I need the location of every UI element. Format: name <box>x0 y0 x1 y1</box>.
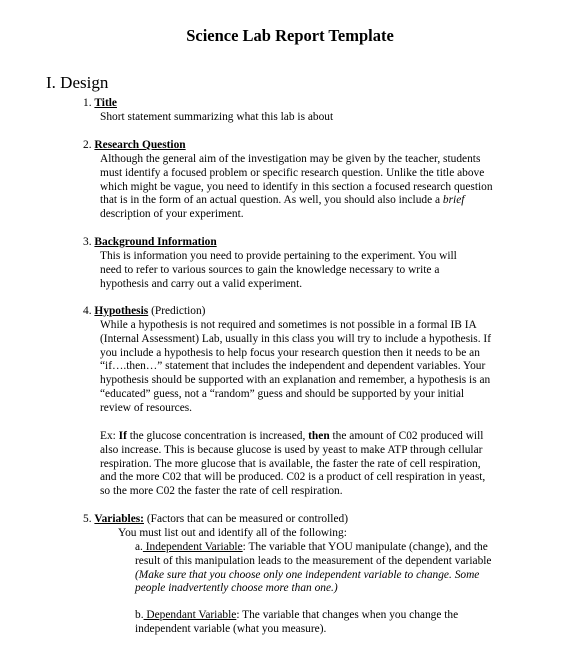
example-line: and the more C02 that will be produced. C02 is a product of cell respiration in yeast, <box>100 471 486 484</box>
subitem-a-line: result of this manipulation leads to the measurement of the dependent variable <box>135 554 492 567</box>
item-2-heading: Research Question <box>94 139 186 151</box>
item-2-heading-row <box>83 139 186 153</box>
example-line: so the more C02 the faster the rate of cell respiration. <box>100 485 343 498</box>
item-2-line-with-italic <box>100 194 493 208</box>
item-2-line: Although the general aim of the investigation may be given by the teacher, students <box>100 153 481 165</box>
item-1-body <box>100 111 333 125</box>
item-4-line: While a hypothesis is not required and sometimes is not possible in a formal IB IA <box>100 319 477 331</box>
example-if-word: If <box>118 430 127 442</box>
item-5-number: 5. <box>83 513 92 525</box>
item-2-line: description of your experiment. <box>100 208 244 221</box>
document-title: Science Lab Report Template <box>186 26 394 45</box>
subitem-b-label: b. <box>135 609 144 621</box>
subitem-b <box>135 609 458 637</box>
subitem-b-name: Dependant Variable <box>143 609 237 621</box>
item-2-body <box>100 153 493 222</box>
item-2-line: must identify a focused problem or specific research question. Unlike the title above <box>100 166 485 179</box>
item-4-line: you include a hypothesis to help focus your research question then it needs to be an <box>100 346 480 359</box>
subitem-a-text: : The variable that YOU manipulate (change), and the <box>242 541 488 553</box>
example-then-word: then <box>308 430 330 442</box>
item-1-heading-row <box>83 97 117 111</box>
example-prefix: Ex: <box>100 430 119 442</box>
item-3-heading: Background Information <box>94 236 217 248</box>
subitem-b-first-line <box>135 609 458 623</box>
item-2-italic-word: brief <box>442 194 465 207</box>
item-1-number: 1. <box>83 97 92 109</box>
item-4-heading-row <box>83 305 205 319</box>
example-part-1: the glucose concentration is increased, <box>126 430 309 442</box>
subitem-a-first-line <box>135 541 491 555</box>
example-line: respiration. The more glucose that is available, the faster the rate of cell respiration, <box>100 457 481 470</box>
item-4-heading-suffix: (Prediction) <box>148 305 206 317</box>
section-heading-design: I. Design <box>46 73 109 92</box>
item-4-line: “if….then…” statement that includes the independent and dependent variables. Your <box>100 360 486 373</box>
item-3-line: need to refer to various sources to gain the knowledge necessary to write a <box>100 263 440 276</box>
subitem-a <box>135 541 491 596</box>
item-2-number: 2. <box>83 139 92 151</box>
item-4-example <box>100 430 485 499</box>
subitem-b-text: : The variable that changes when you change the <box>236 609 459 621</box>
subitem-b-line: independent variable (what you measure). <box>135 622 327 635</box>
item-4-number: 4. <box>83 305 92 317</box>
item-5-heading-suffix: (Factors that can be measured or controlled) <box>143 513 348 525</box>
subitem-a-label: a. <box>135 541 143 553</box>
example-part-2: the amount of C02 produced will <box>329 430 484 442</box>
item-3-number: 3. <box>83 236 92 248</box>
subitem-a-name: Independent Variable <box>142 541 243 553</box>
item-1-line: Short statement summarizing what this lab is about <box>100 111 334 123</box>
item-5-heading: Variables: <box>94 513 144 525</box>
example-first-line <box>100 430 485 444</box>
item-2-line-text: that is in the form of an actual question. As well, you should also include a <box>100 194 443 207</box>
item-2-line: which might be vague, you need to identify in this section a focused research question <box>100 180 493 193</box>
subitem-a-italic-line: (Make sure that you choose only one independent variable to change. Some <box>135 568 480 581</box>
example-line: also increase. This is because glucose is used by yeast to make ATP through cellular <box>100 443 483 456</box>
item-5-heading-row <box>83 513 348 527</box>
item-4-line: “educated” guess, not a “random” guess and should be supported by your initial <box>100 387 465 400</box>
item-3-line: hypothesis and carry out a valid experiment. <box>100 277 303 290</box>
item-3-heading-row <box>83 236 217 250</box>
item-5-intro: You must list out and identify all of the following: <box>118 527 347 539</box>
item-4-line: (Internal Assessment) Lab, usually in this class you will try to include a hypothesis. If <box>100 332 492 345</box>
item-4-body <box>100 319 491 416</box>
item-3-line: This is information you need to provide pertaining to the experiment. You will <box>100 250 457 262</box>
item-4-heading: Hypothesis <box>94 305 149 317</box>
item-1-heading: Title <box>94 97 117 109</box>
item-4-line: hypothesis should be supported with an explanation and remember, a hypothesis is an <box>100 374 491 387</box>
subitem-a-italic-line: people inadvertently choose more than one.) <box>135 582 338 595</box>
item-3-body <box>100 250 457 291</box>
item-4-line: review of resources. <box>100 401 193 414</box>
